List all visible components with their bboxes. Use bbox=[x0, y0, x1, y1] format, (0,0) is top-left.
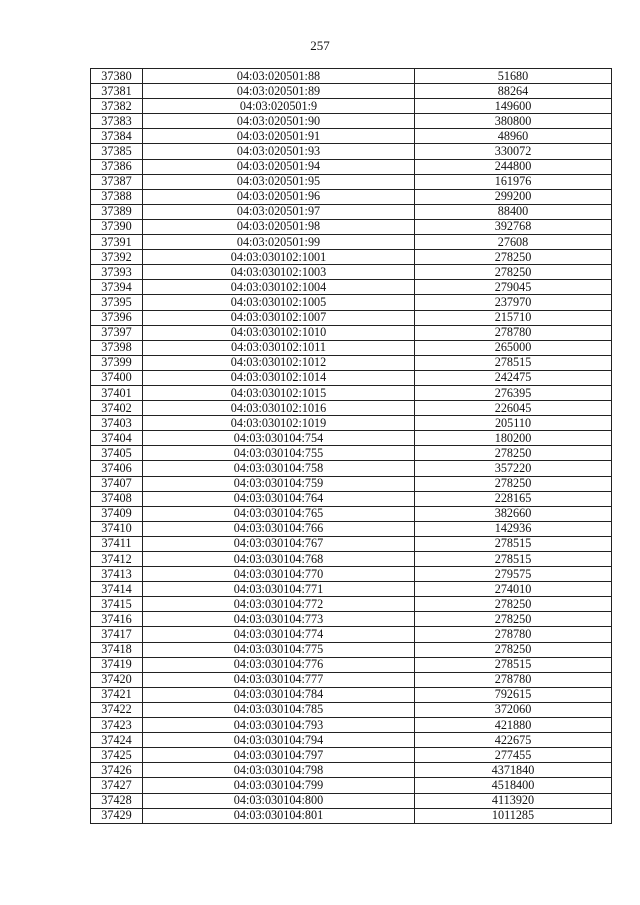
row-number-cell: 37382 bbox=[91, 99, 143, 114]
cadastral-number-cell: 04:03:030104:793 bbox=[143, 718, 415, 733]
value-cell: 278250 bbox=[415, 476, 612, 491]
table-row bbox=[91, 536, 612, 551]
table-row bbox=[91, 114, 612, 129]
value-cell: 278780 bbox=[415, 325, 612, 340]
value-cell: 792615 bbox=[415, 687, 612, 702]
value-cell: 278250 bbox=[415, 250, 612, 265]
value-cell: 277455 bbox=[415, 748, 612, 763]
cadastral-number-cell: 04:03:030102:1001 bbox=[143, 250, 415, 265]
table-row bbox=[91, 672, 612, 687]
value-cell: 380800 bbox=[415, 114, 612, 129]
table-row bbox=[91, 733, 612, 748]
value-cell: 278515 bbox=[415, 355, 612, 370]
row-number-cell: 37387 bbox=[91, 174, 143, 189]
cadastral-number-cell: 04:03:030102:1015 bbox=[143, 385, 415, 400]
table-row bbox=[91, 461, 612, 476]
table-row bbox=[91, 627, 612, 642]
row-number-cell: 37404 bbox=[91, 431, 143, 446]
value-cell: 278780 bbox=[415, 672, 612, 687]
table-row bbox=[91, 385, 612, 400]
row-number-cell: 37393 bbox=[91, 265, 143, 280]
value-cell: 88400 bbox=[415, 204, 612, 219]
value-cell: 48960 bbox=[415, 129, 612, 144]
table-row bbox=[91, 84, 612, 99]
row-number-cell: 37426 bbox=[91, 763, 143, 778]
table-row bbox=[91, 69, 612, 84]
cadastral-number-cell: 04:03:030104:798 bbox=[143, 763, 415, 778]
row-number-cell: 37425 bbox=[91, 748, 143, 763]
cadastral-number-cell: 04:03:020501:97 bbox=[143, 204, 415, 219]
cadastral-number-cell: 04:03:030104:770 bbox=[143, 567, 415, 582]
row-number-cell: 37409 bbox=[91, 506, 143, 521]
row-number-cell: 37396 bbox=[91, 310, 143, 325]
cadastral-number-cell: 04:03:030102:1019 bbox=[143, 416, 415, 431]
value-cell: 4113920 bbox=[415, 793, 612, 808]
value-cell: 278250 bbox=[415, 597, 612, 612]
page-number: 257 bbox=[310, 38, 330, 53]
row-number-cell: 37401 bbox=[91, 385, 143, 400]
row-number-cell: 37410 bbox=[91, 521, 143, 536]
table-row bbox=[91, 687, 612, 702]
row-number-cell: 37395 bbox=[91, 295, 143, 310]
cadastral-number-cell: 04:03:030104:799 bbox=[143, 778, 415, 793]
cadastral-number-cell: 04:03:020501:95 bbox=[143, 174, 415, 189]
table-row bbox=[91, 189, 612, 204]
cadastral-number-cell: 04:03:020501:96 bbox=[143, 189, 415, 204]
row-number-cell: 37420 bbox=[91, 672, 143, 687]
row-number-cell: 37406 bbox=[91, 461, 143, 476]
cadastral-number-cell: 04:03:030104:794 bbox=[143, 733, 415, 748]
cadastral-number-cell: 04:03:030104:767 bbox=[143, 536, 415, 551]
table-row bbox=[91, 174, 612, 189]
row-number-cell: 37380 bbox=[91, 69, 143, 84]
value-cell: 180200 bbox=[415, 431, 612, 446]
value-cell: 421880 bbox=[415, 718, 612, 733]
value-cell: 278515 bbox=[415, 552, 612, 567]
table-body bbox=[91, 69, 612, 824]
table-row bbox=[91, 582, 612, 597]
cadastral-number-cell: 04:03:030104:768 bbox=[143, 552, 415, 567]
cadastral-number-cell: 04:03:020501:9 bbox=[143, 99, 415, 114]
table-row bbox=[91, 476, 612, 491]
cadastral-number-cell: 04:03:030102:1011 bbox=[143, 340, 415, 355]
value-cell: 278250 bbox=[415, 612, 612, 627]
value-cell: 382660 bbox=[415, 506, 612, 521]
cadastral-number-cell: 04:03:030102:1016 bbox=[143, 401, 415, 416]
value-cell: 279045 bbox=[415, 280, 612, 295]
value-cell: 205110 bbox=[415, 416, 612, 431]
row-number-cell: 37397 bbox=[91, 325, 143, 340]
cadastral-table bbox=[90, 68, 612, 824]
table-row bbox=[91, 370, 612, 385]
row-number-cell: 37421 bbox=[91, 687, 143, 702]
row-number-cell: 37391 bbox=[91, 235, 143, 250]
table-row bbox=[91, 280, 612, 295]
row-number-cell: 37413 bbox=[91, 567, 143, 582]
table-row bbox=[91, 265, 612, 280]
row-number-cell: 37412 bbox=[91, 552, 143, 567]
table-row bbox=[91, 808, 612, 823]
value-cell: 242475 bbox=[415, 370, 612, 385]
cadastral-number-cell: 04:03:030104:765 bbox=[143, 506, 415, 521]
cadastral-number-cell: 04:03:030104:797 bbox=[143, 748, 415, 763]
value-cell: 4518400 bbox=[415, 778, 612, 793]
value-cell: 142936 bbox=[415, 521, 612, 536]
row-number-cell: 37390 bbox=[91, 219, 143, 234]
table-row bbox=[91, 552, 612, 567]
value-cell: 330072 bbox=[415, 144, 612, 159]
value-cell: 299200 bbox=[415, 189, 612, 204]
row-number-cell: 37429 bbox=[91, 808, 143, 823]
row-number-cell: 37423 bbox=[91, 718, 143, 733]
value-cell: 51680 bbox=[415, 69, 612, 84]
table-row bbox=[91, 597, 612, 612]
table-row bbox=[91, 612, 612, 627]
cadastral-number-cell: 04:03:030104:766 bbox=[143, 521, 415, 536]
cadastral-number-cell: 04:03:030102:1010 bbox=[143, 325, 415, 340]
value-cell: 278780 bbox=[415, 627, 612, 642]
row-number-cell: 37383 bbox=[91, 114, 143, 129]
cadastral-number-cell: 04:03:030104:764 bbox=[143, 491, 415, 506]
value-cell: 274010 bbox=[415, 582, 612, 597]
value-cell: 215710 bbox=[415, 310, 612, 325]
value-cell: 422675 bbox=[415, 733, 612, 748]
table-row bbox=[91, 355, 612, 370]
cadastral-number-cell: 04:03:030102:1005 bbox=[143, 295, 415, 310]
cadastral-number-cell: 04:03:030102:1007 bbox=[143, 310, 415, 325]
table-row bbox=[91, 702, 612, 717]
table-row bbox=[91, 340, 612, 355]
row-number-cell: 37415 bbox=[91, 597, 143, 612]
table-row bbox=[91, 793, 612, 808]
row-number-cell: 37386 bbox=[91, 159, 143, 174]
row-number-cell: 37424 bbox=[91, 733, 143, 748]
cadastral-number-cell: 04:03:030104:776 bbox=[143, 657, 415, 672]
cadastral-number-cell: 04:03:030104:773 bbox=[143, 612, 415, 627]
table-row bbox=[91, 219, 612, 234]
table-row bbox=[91, 567, 612, 582]
table-row bbox=[91, 99, 612, 114]
table-row bbox=[91, 250, 612, 265]
row-number-cell: 37407 bbox=[91, 476, 143, 491]
row-number-cell: 37398 bbox=[91, 340, 143, 355]
row-number-cell: 37399 bbox=[91, 355, 143, 370]
table-row bbox=[91, 159, 612, 174]
value-cell: 265000 bbox=[415, 340, 612, 355]
table-row bbox=[91, 506, 612, 521]
value-cell: 161976 bbox=[415, 174, 612, 189]
cadastral-number-cell: 04:03:030102:1014 bbox=[143, 370, 415, 385]
row-number-cell: 37408 bbox=[91, 491, 143, 506]
value-cell: 88264 bbox=[415, 84, 612, 99]
row-number-cell: 37384 bbox=[91, 129, 143, 144]
row-number-cell: 37417 bbox=[91, 627, 143, 642]
row-number-cell: 37392 bbox=[91, 250, 143, 265]
value-cell: 1011285 bbox=[415, 808, 612, 823]
row-number-cell: 37414 bbox=[91, 582, 143, 597]
table-row bbox=[91, 491, 612, 506]
row-number-cell: 37388 bbox=[91, 189, 143, 204]
row-number-cell: 37422 bbox=[91, 702, 143, 717]
cadastral-number-cell: 04:03:030102:1012 bbox=[143, 355, 415, 370]
cadastral-number-cell: 04:03:020501:91 bbox=[143, 129, 415, 144]
cadastral-number-cell: 04:03:020501:89 bbox=[143, 84, 415, 99]
cadastral-number-cell: 04:03:020501:88 bbox=[143, 69, 415, 84]
table-row bbox=[91, 642, 612, 657]
cadastral-number-cell: 04:03:030104:755 bbox=[143, 446, 415, 461]
value-cell: 372060 bbox=[415, 702, 612, 717]
table-row bbox=[91, 129, 612, 144]
cadastral-number-cell: 04:03:030104:785 bbox=[143, 702, 415, 717]
row-number-cell: 37419 bbox=[91, 657, 143, 672]
table-row bbox=[91, 144, 612, 159]
table-row bbox=[91, 401, 612, 416]
cadastral-number-cell: 04:03:030104:772 bbox=[143, 597, 415, 612]
cadastral-number-cell: 04:03:020501:94 bbox=[143, 159, 415, 174]
table-row bbox=[91, 416, 612, 431]
table-row bbox=[91, 718, 612, 733]
cadastral-number-cell: 04:03:030104:771 bbox=[143, 582, 415, 597]
row-number-cell: 37405 bbox=[91, 446, 143, 461]
value-cell: 27608 bbox=[415, 235, 612, 250]
value-cell: 228165 bbox=[415, 491, 612, 506]
table-row bbox=[91, 748, 612, 763]
row-number-cell: 37411 bbox=[91, 536, 143, 551]
row-number-cell: 37394 bbox=[91, 280, 143, 295]
table-row bbox=[91, 521, 612, 536]
row-number-cell: 37389 bbox=[91, 204, 143, 219]
table-row bbox=[91, 325, 612, 340]
table-row bbox=[91, 763, 612, 778]
cadastral-number-cell: 04:03:030104:800 bbox=[143, 793, 415, 808]
row-number-cell: 37400 bbox=[91, 370, 143, 385]
value-cell: 357220 bbox=[415, 461, 612, 476]
value-cell: 278515 bbox=[415, 657, 612, 672]
cadastral-number-cell: 04:03:030104:774 bbox=[143, 627, 415, 642]
row-number-cell: 37428 bbox=[91, 793, 143, 808]
value-cell: 278250 bbox=[415, 265, 612, 280]
cadastral-number-cell: 04:03:030104:801 bbox=[143, 808, 415, 823]
cadastral-number-cell: 04:03:030104:784 bbox=[143, 687, 415, 702]
cadastral-number-cell: 04:03:030104:777 bbox=[143, 672, 415, 687]
value-cell: 279575 bbox=[415, 567, 612, 582]
row-number-cell: 37427 bbox=[91, 778, 143, 793]
cadastral-number-cell: 04:03:020501:93 bbox=[143, 144, 415, 159]
value-cell: 149600 bbox=[415, 99, 612, 114]
cadastral-number-cell: 04:03:030104:775 bbox=[143, 642, 415, 657]
row-number-cell: 37403 bbox=[91, 416, 143, 431]
table-row bbox=[91, 310, 612, 325]
value-cell: 244800 bbox=[415, 159, 612, 174]
row-number-cell: 37418 bbox=[91, 642, 143, 657]
row-number-cell: 37381 bbox=[91, 84, 143, 99]
table-row bbox=[91, 204, 612, 219]
cadastral-number-cell: 04:03:030102:1004 bbox=[143, 280, 415, 295]
value-cell: 276395 bbox=[415, 385, 612, 400]
value-cell: 4371840 bbox=[415, 763, 612, 778]
row-number-cell: 37402 bbox=[91, 401, 143, 416]
table-row bbox=[91, 235, 612, 250]
row-number-cell: 37385 bbox=[91, 144, 143, 159]
value-cell: 392768 bbox=[415, 219, 612, 234]
value-cell: 226045 bbox=[415, 401, 612, 416]
cadastral-number-cell: 04:03:030104:758 bbox=[143, 461, 415, 476]
cadastral-number-cell: 04:03:030102:1003 bbox=[143, 265, 415, 280]
table-row bbox=[91, 431, 612, 446]
table-row bbox=[91, 295, 612, 310]
value-cell: 237970 bbox=[415, 295, 612, 310]
cadastral-number-cell: 04:03:030104:754 bbox=[143, 431, 415, 446]
cadastral-number-cell: 04:03:020501:90 bbox=[143, 114, 415, 129]
value-cell: 278515 bbox=[415, 536, 612, 551]
cadastral-number-cell: 04:03:020501:99 bbox=[143, 235, 415, 250]
value-cell: 278250 bbox=[415, 642, 612, 657]
value-cell: 278250 bbox=[415, 446, 612, 461]
table-row bbox=[91, 778, 612, 793]
table-row bbox=[91, 657, 612, 672]
cadastral-number-cell: 04:03:030104:759 bbox=[143, 476, 415, 491]
table-row bbox=[91, 446, 612, 461]
cadastral-number-cell: 04:03:020501:98 bbox=[143, 219, 415, 234]
row-number-cell: 37416 bbox=[91, 612, 143, 627]
